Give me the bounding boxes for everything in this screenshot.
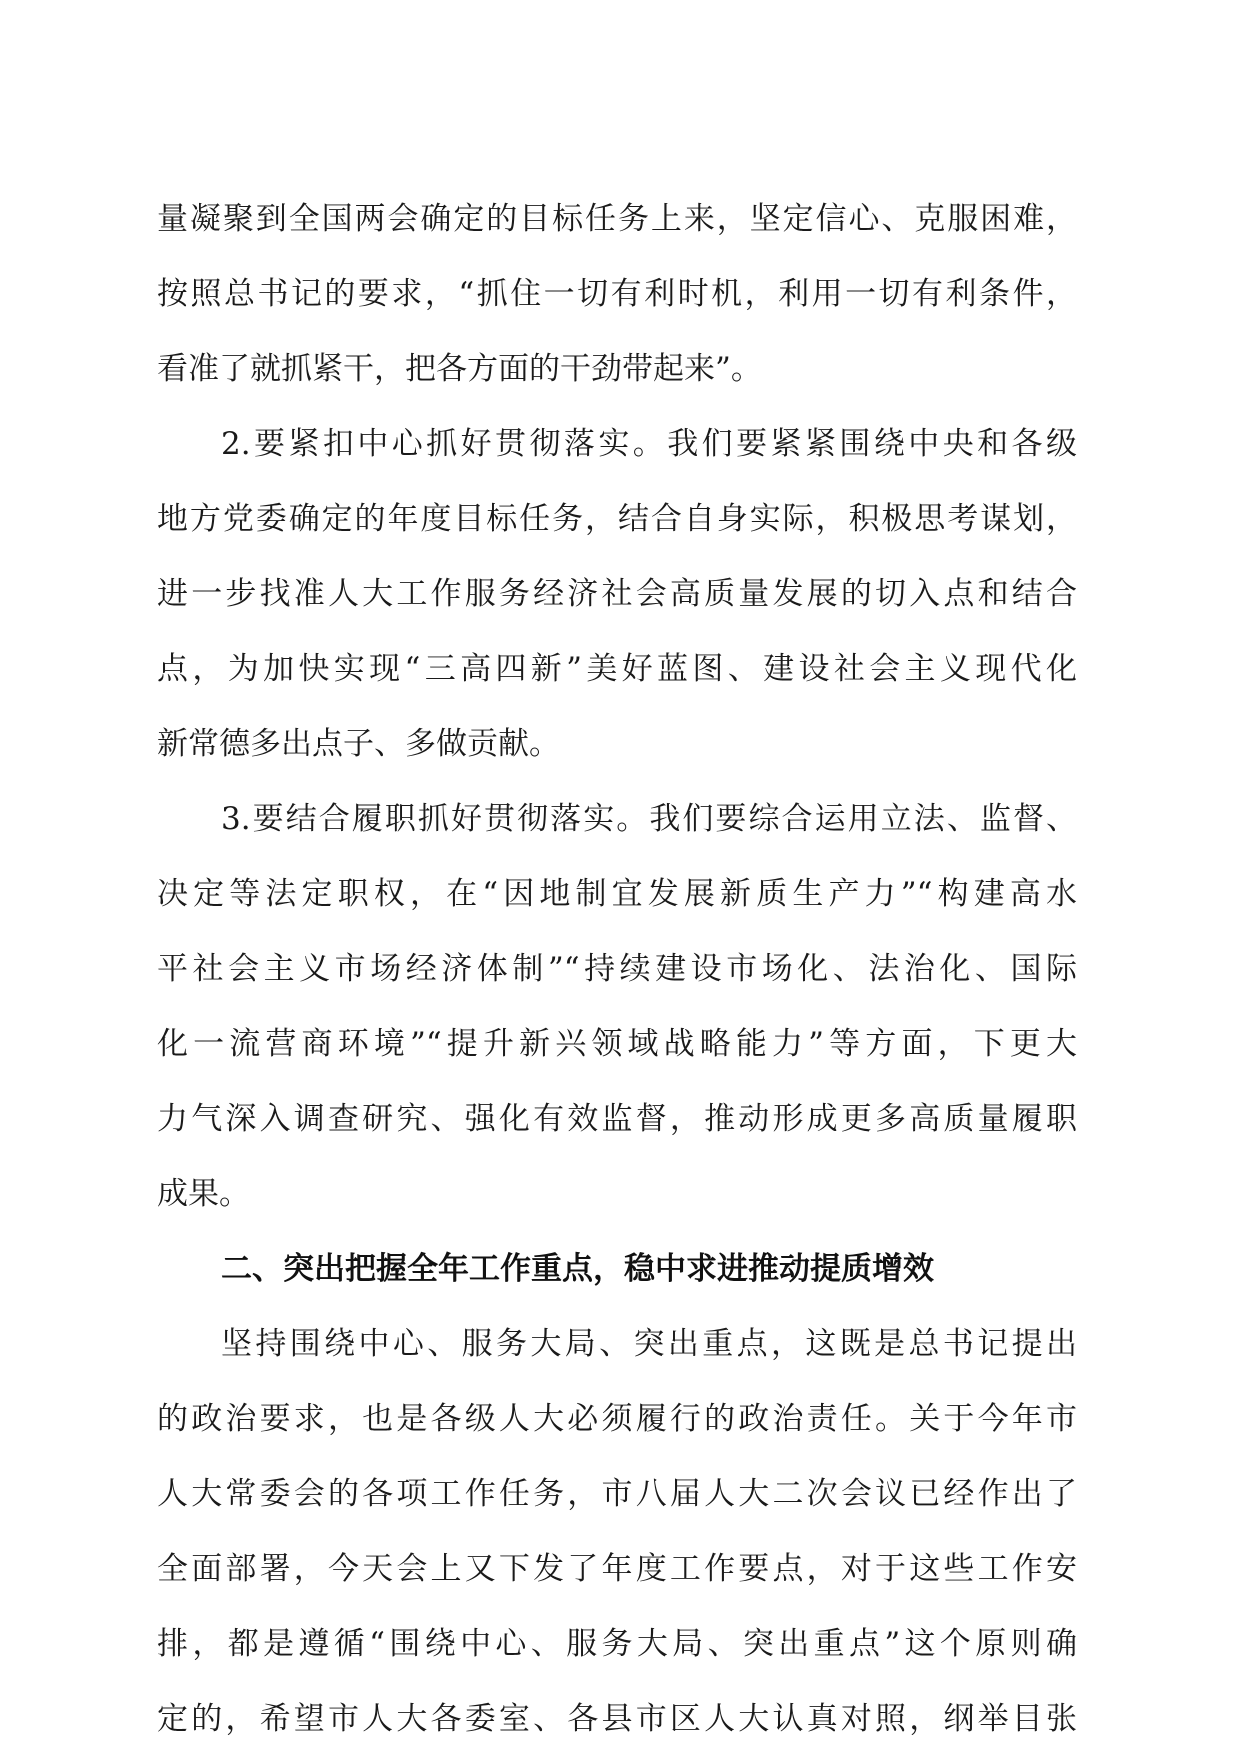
text-line: 决定等法定职权，在“因地制宜发展新质生产力”“构建高水 (157, 876, 1077, 912)
paragraph-start-line: 坚持围绕中心、服务大局、突出重点，这既是总书记提出 (221, 1326, 1077, 1362)
text-line: 全面部署，今天会上又下发了年度工作要点，对于这些工作安 (157, 1551, 1077, 1587)
text-line: 化一流营商环境”“提升新兴领域战略能力”等方面，下更大 (157, 1026, 1077, 1062)
text-line: 定的，希望市人大各委室、各县市区人大认真对照，纲举目张 (157, 1701, 1077, 1737)
text-line: 进一步找准人大工作服务经济社会高质量发展的切入点和结合 (157, 576, 1077, 612)
section-heading: 二、突出把握全年工作重点，稳中求进推动提质增效 (221, 1251, 934, 1287)
text-line: 人大常委会的各项工作任务，市八届人大二次会议已经作出了 (157, 1476, 1077, 1512)
text-line: 力气深入调查研究、强化有效监督，推动形成更多高质量履职 (157, 1101, 1077, 1137)
text-line: 量凝聚到全国两会确定的目标任务上来，坚定信心、克服困难， (157, 201, 1077, 237)
document-body (157, 188, 1077, 1763)
text-line: 看准了就抓紧干，把各方面的干劲带起来”。 (157, 351, 762, 387)
paragraph-start-line: 2.要紧扣中心抓好贯彻落实。我们要紧紧围绕中央和各级 (221, 426, 1077, 462)
paragraph-start-line: 3.要结合履职抓好贯彻落实。我们要综合运用立法、监督、 (221, 801, 1077, 837)
text-line: 的政治要求，也是各级人大必须履行的政治责任。关于今年市 (157, 1401, 1077, 1437)
text-line: 平社会主义市场经济体制”“持续建设市场化、法治化、国际 (157, 951, 1077, 987)
text-line: 成果。 (157, 1176, 250, 1212)
text-line: 新常德多出点子、多做贡献。 (157, 726, 560, 762)
text-line: 排，都是遵循“围绕中心、服务大局、突出重点”这个原则确 (157, 1626, 1077, 1662)
text-line: 点，为加快实现“三高四新”美好蓝图、建设社会主义现代化 (157, 651, 1077, 687)
text-line: 按照总书记的要求，“抓住一切有利时机，利用一切有利条件， (157, 276, 1077, 312)
text-line: 地方党委确定的年度目标任务，结合自身实际，积极思考谋划， (157, 501, 1077, 537)
